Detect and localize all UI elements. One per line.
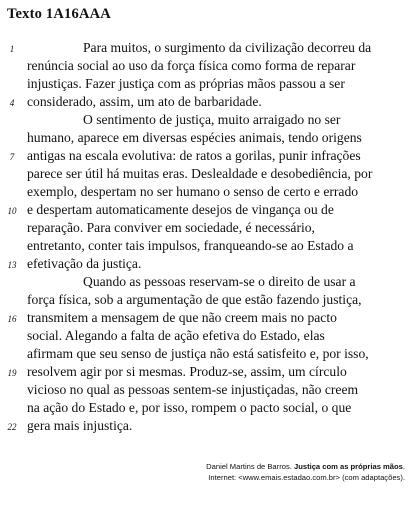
text-line: social. Alegando a falta de ação efetiva do Estado, elas (27, 328, 325, 343)
text-line: gera mais injustiça. (27, 418, 133, 433)
text-line: resolvem agir por si mesmas. Produz-se, assim, um círculo (27, 364, 347, 379)
text-line: considerado, assim, um ato de barbaridade. (27, 94, 262, 109)
text-line: Para muitos, o surgimento da civilização decorreu da (83, 40, 372, 55)
text-line: O sentimento de justiça, muito arraigado no ser (83, 112, 341, 127)
source-work-title: Justiça com as próprias mãos (293, 462, 403, 471)
line-number: 4 (9, 98, 15, 108)
text-title: Texto 1A16AAA (7, 6, 111, 22)
text-line: entretanto, conter tais impulsos, franqueando-se ao Estado a (27, 238, 354, 253)
text-line: antigas na escala evolutiva: de ratos a gorilas, punir infrações (27, 148, 361, 163)
text-line: e despertam automaticamente desejos de vingança ou de (27, 202, 334, 217)
source-author: Daniel Martins de Barros. (206, 462, 292, 471)
text-line: humano, aparece em diversas espécies animais, tendo origens (27, 130, 362, 145)
text-line: parece ser útil há muitas eras. Deslealdade e desobediência, por (27, 166, 373, 181)
line-number: 16 (7, 314, 17, 324)
text-line: força física, sob a argumentação de que estão fazendo justiça, (27, 292, 362, 307)
line-number: 10 (7, 206, 17, 216)
line-number: 13 (7, 260, 17, 270)
source-work-suffix: . (402, 462, 405, 471)
text-line: reparação. Para conviver em sociedade, é necessário, (27, 220, 315, 235)
line-number: 7 (9, 152, 15, 162)
text-line: na ação do Estado e, por isso, rompem o pacto social, o que (27, 400, 352, 415)
source-internet: Internet: <www.emais.estadao.com.br> (com adaptações). (208, 473, 405, 482)
text-line: renúncia social ao uso da força física como forma de reparar (27, 58, 356, 73)
source-citation (206, 461, 405, 472)
line-number: 1 (9, 44, 15, 54)
line-number: 22 (7, 422, 17, 432)
text-line: Quando as pessoas reservam-se o direito de usar a (83, 274, 356, 289)
text-line: exemplo, despertam no ser humano o senso de certo e errado (27, 184, 359, 199)
text-line: injustiças. Fazer justiça com as próprias mãos passou a ser (27, 76, 345, 91)
text-line: transmitem a mensagem de que não creem mais no pacto (27, 310, 337, 325)
text-line: vicioso no qual as pessoas sentem-se injustiçadas, não creem (27, 382, 359, 397)
line-number: 19 (7, 368, 17, 378)
text-line: afirmam que seu senso de justiça não está satisfeito e, por isso, (27, 346, 369, 361)
text-line: efetivação da justiça. (27, 256, 142, 271)
